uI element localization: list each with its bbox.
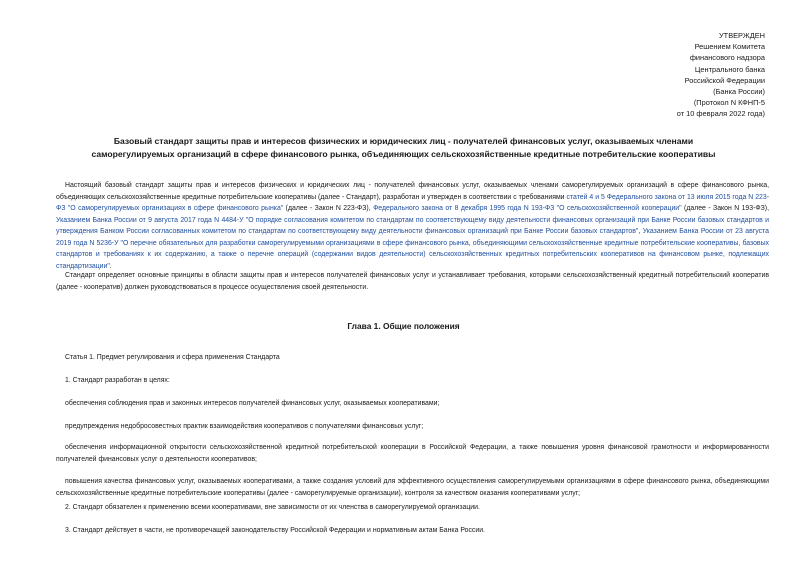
goal-item: повышения качества финансовых услуг, оказываемых кооперативами, а также создания условий для эффективного осуществления саморегулируемыми организациями в сфере финансового рынка, объединяющими сельскохозяйственные кредитные потребительские кооперативы (далее - саморегулируемые организации), контроля за качеством оказания кооперативами услуг; <box>56 478 769 497</box>
goal-item: обеспечения соблюдения прав и законных интересов получателей финансовых услуг, оказываемых кооперативами; <box>65 400 440 407</box>
approval-line: УТВЕРЖДЕН <box>718 31 765 40</box>
intro-text: (далее - Закон N 223-ФЗ), <box>283 205 374 212</box>
article-title: Статья 1. Предмет регулирования и сфера применения Стандарта <box>65 354 280 361</box>
intro-paragraph-2: Стандарт определяет основные принципы в области защиты прав и интересов получателей финансовых услуг и устанавливает требования, которыми сельскохозяйственный кредитный потребительский кооператив (далее - кооператив) должен руководствоваться в процессе осуществления своей деятельности. <box>56 272 769 291</box>
article-item-2: 2. Стандарт обязателен к применению всеми кооперативами, вне зависимости от их членства в саморегулируемой организации. <box>65 504 480 511</box>
intro-paragraph-1 <box>56 180 769 272</box>
approval-line: (Банка России) <box>713 87 765 97</box>
law-link-4484u[interactable]: Указанием Банка России от 9 августа 2017 года N 4484-У "О порядке согласования комитетом по стандартам по соответствующему виду деятельности финансовых организаций при Банке России базовых стандартов и утверждения Банком России согласованных комитетом по стандартам по соответствующему виду деятельности финансовых организаций при Банке России базовых стандартов" <box>56 216 769 235</box>
intro-text: , <box>638 228 643 235</box>
article-item-1: 1. Стандарт разработан в целях: <box>65 377 170 384</box>
goal-item: обеспечения информационной открытости сельскохозяйственной кредитной потребительской кооперации в Российской Федерации, а также повышения уровня финансовой грамотности и информированности получателей финансовых услуг о деятельности кооперативов; <box>56 444 769 463</box>
intro-text: . <box>109 262 112 270</box>
approval-line: (Протокол N КФНП-5 <box>693 98 765 108</box>
article-item-3: 3. Стандарт действует в части, не противоречащей законодательству Российской Федерации и нормативным актам Банка России. <box>65 527 485 534</box>
approval-line: Решением Комитета <box>694 42 765 52</box>
approval-stamp <box>565 30 765 120</box>
law-link-223fz[interactable]: статей 4 и 5 Федерального закона от 13 июля 2015 года N 223-ФЗ "О саморегулируемых организациях в сфере финансового рынка" <box>56 193 769 212</box>
document-title: Базовый стандарт защиты прав и интересов физических и юридических лиц - получателей финансовых услуг, оказываемых членами саморегулируемых организаций в сфере финансового рынка, объединяющих сельскохозяйственные кредитные потребительские кооперативы <box>91 136 716 159</box>
approval-line: Центрального банка <box>694 64 765 74</box>
approval-line: финансового надзора <box>689 53 765 63</box>
law-link-5236u[interactable]: Указанием Банка России от 23 августа 2019 года N 5236-У "О перечне обязательных для разработки саморегулируемыми организациями в сфере финансового рынка, объединяющими сельскохозяйственные кредитные потребительские кооперативы, базовых стандартов и требованиях к их содержанию, а также о перечне операций (содержании видов деятельности) сельскохозяйственных кредитных потребительских кооперативов на финансовом рынке, подлежащих стандартизации" <box>56 228 769 270</box>
intro-text: (далее - Закон N 193-ФЗ), <box>681 205 769 212</box>
intro-text: Настоящий базовый стандарт защиты прав и интересов физических и юридических лиц - получателей финансовых услуг, оказываемых членами саморегулируемых организаций в сфере финансового рынка, объединяющих сельскохозяйственные кредитные потребительские кооперативы (далее - Стандарт), разработан и утвержден в соответствии с требованиями <box>56 182 769 201</box>
approval-line: от 10 февраля 2022 года) <box>676 109 765 119</box>
law-link-193fz[interactable]: Федерального закона от 8 декабря 1995 года N 193-ФЗ "О сельскохозяйственной кооперации" <box>373 205 682 212</box>
approval-line: Российской Федерации <box>684 75 765 85</box>
chapter-heading: Глава 1. Общие положения <box>347 321 460 331</box>
goal-item: предупреждения недобросовестных практик взаимодействия кооперативов с получателями финансовых услуг; <box>65 423 424 430</box>
